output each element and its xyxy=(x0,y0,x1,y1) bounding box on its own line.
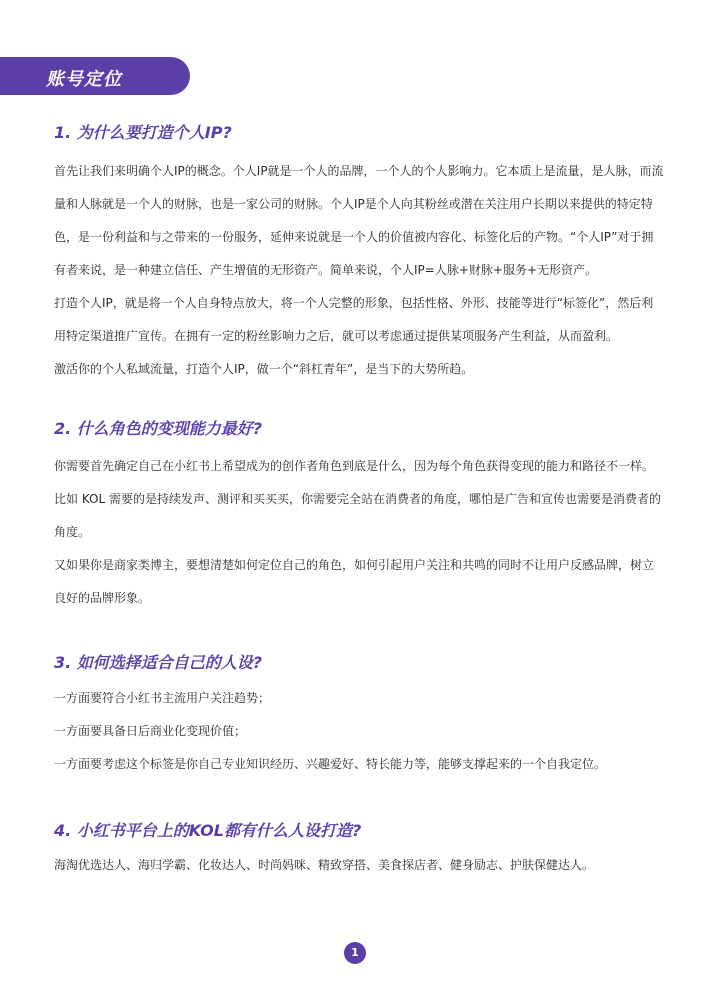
section-3-paragraph-3: 一方面要考虑这个标签是你自己专业知识经历、兴趣爱好、特长能力等，能够支撑起来的一个自我定位。 xyxy=(54,757,607,771)
section-heading-4: 4. 小红书平台上的KOL都有什么人设打造? xyxy=(54,821,362,840)
section-3-paragraph-1: 一方面要符合小红书主流用户关注趋势； xyxy=(54,691,271,705)
section-banner xyxy=(0,57,190,95)
section-4-paragraph-1: 海淘优选达人、海归学霸、化妆达人、时尚妈咪、精致穿搭、美食探店者、健身励志、护肤保健达人。 xyxy=(54,858,595,872)
section-1-paragraph-1: 首先让我们来明确个人IP的概念。个人IP就是一个人的品牌，一个人的个人影响力。它本质上是流量，是人脉，而流量和人脉就是一个人的财脉，也是一家公司的财脉。个人IP是个人向其粉丝或潜在关注用户长期以来提供的特定特色，是一份利益和与之带来的一份服务，延伸来说就是一个人的价值被内容化、标签化后的产物。“个人IP”对于拥有者来说，是一种建立信任、产生增值的无形资产。简单来说，个人IP=人脉+财脉+服务+无形资产。 xyxy=(54,164,664,277)
section-heading-3: 3. 如何选择适合自己的人设? xyxy=(54,653,263,672)
section-heading-1: 1. 为什么要打造个人IP? xyxy=(54,123,232,142)
section-2-paragraph-1: 你需要首先确定自己在小红书上希望成为的创作者角色到底是什么，因为每个角色获得变现的能力和路径不一样。 xyxy=(54,459,655,473)
page-number: 1 xyxy=(344,942,366,964)
section-heading-2: 2. 什么角色的变现能力最好? xyxy=(54,419,263,438)
section-1-paragraph-2: 打造个人IP，就是将一个人自身特点放大，将一个人完整的形象，包括性格、外形、技能等进行“标签化”，然后利用特定渠道推广宣传。在拥有一定的粉丝影响力之后，就可以考虑通过提供某项服务产生利益，从而盈利。 xyxy=(54,296,654,343)
section-1-paragraph-3: 激活你的个人私域流量，打造个人IP，做一个“斜杠青年”，是当下的大势所趋。 xyxy=(54,362,474,376)
section-3-paragraph-2: 一方面要具备日后商业化变现价值； xyxy=(54,724,247,738)
section-2-paragraph-2: 比如 KOL 需要的是持续发声、测评和买买买，你需要完全站在消费者的角度，哪怕是广告和宣传也需要是消费者的角度。 xyxy=(54,492,661,539)
banner-title: 账号定位 xyxy=(46,69,122,90)
section-2-paragraph-3: 又如果你是商家类博主，要想清楚如何定位自己的角色，如何引起用户关注和共鸣的同时不让用户反感品牌，树立良好的品牌形象。 xyxy=(54,558,655,605)
